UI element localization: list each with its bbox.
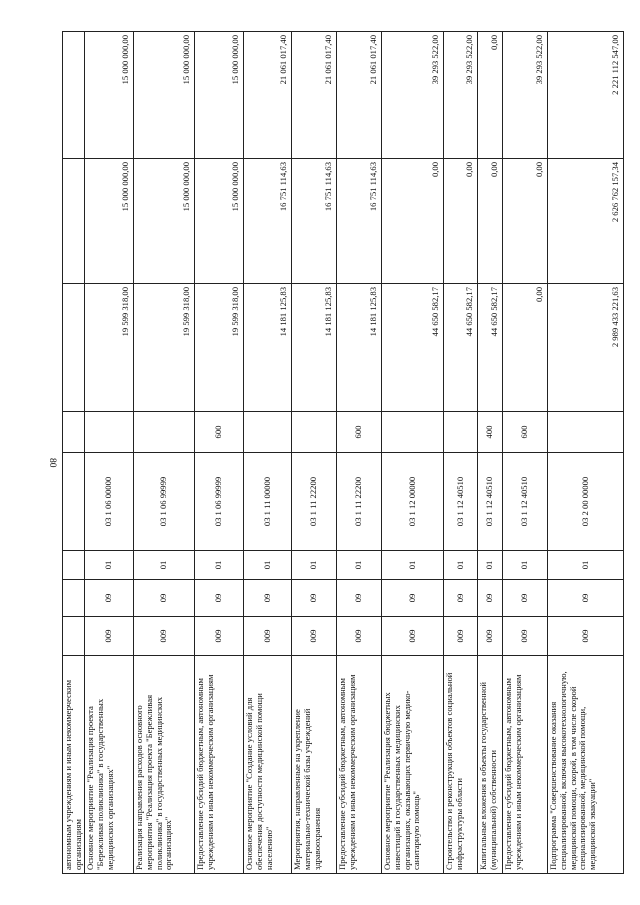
expense-type-cell: 600 [337,412,382,453]
amount-year3-cell: 39 293 522,00 [503,32,548,159]
row-name-cell: Предоставление субсидий бюджетным, автономным учреждениям и иным некоммерческим организациям [503,656,548,874]
target-article-cell: 03 1 11 00000 [244,453,292,551]
subsection-code-cell: 01 [548,551,624,580]
row-name-cell: Мероприятия, направленные на укрепление материально-технической базы учреждений здравоохранения [292,656,337,874]
expense-type-cell [444,412,478,453]
admin-code-cell: 009 [134,617,195,656]
amount-year2-cell: 15 000 000,00 [85,159,134,284]
amount-year2-cell: 16 751 114,63 [292,159,337,284]
amount-year1-cell: 19 599 318,00 [85,284,134,412]
table-row [244,32,292,874]
row-name-cell: Основное мероприятие "Реализация проекта "Бережливая поликлиника" в государственных медицинских организациях" [85,656,134,874]
page-number: 80 [46,458,57,468]
amount-year3-cell: 21 061 017,40 [292,32,337,159]
row-name-cell: Предоставление субсидий бюджетным, автономным учреждениям и иным некоммерческим организациям [195,656,244,874]
section-code-cell: 09 [134,580,195,617]
rotated-table-container [62,32,620,874]
subsection-code-cell: 01 [134,551,195,580]
amount-year2-cell: 16 751 114,63 [337,159,382,284]
amount-year1-cell: 0,00 [503,284,548,412]
row-name-cell: Предоставление субсидий бюджетным, автономным учреждениям и иным некоммерческим организациям [337,656,382,874]
row-name-cell: Строительство и реконструкция объектов социальной инфраструктуры области [444,656,478,874]
amount-year1-cell: 19 599 318,00 [134,284,195,412]
amount-year3-cell: 21 061 017,40 [337,32,382,159]
target-article-cell: 03 1 06 99999 [195,453,244,551]
table-row [134,32,195,874]
section-code-cell: 09 [444,580,478,617]
subsection-code-cell: 01 [195,551,244,580]
section-code-cell: 09 [478,580,503,617]
expense-type-cell [292,412,337,453]
amount-year2-cell: 15 000 000,00 [195,159,244,284]
admin-code-cell: 009 [444,617,478,656]
row-name-cell: Основное мероприятие "Реализация бюджетных инвестиций в государственных медицинских организациях, оказывающих первичную медико-санитарную помощь" [382,656,444,874]
target-article-cell: 03 1 06 00000 [85,453,134,551]
amount-year1-cell: 14 181 125,83 [244,284,292,412]
budget-table [62,31,624,874]
section-code-cell: 09 [195,580,244,617]
expense-type-cell [548,412,624,453]
section-code-cell: 09 [244,580,292,617]
amount-year2-cell: 0,00 [503,159,548,284]
amount-year1-cell: 14 181 125,83 [292,284,337,412]
subsection-code-cell: 01 [292,551,337,580]
expense-type-cell [244,412,292,453]
table-row [195,32,244,874]
amount-year2-cell: 0,00 [478,159,503,284]
table-row [503,32,548,874]
amount-year3-cell: 15 000 000,00 [85,32,134,159]
target-article-cell: 03 1 12 40510 [444,453,478,551]
amount-year2-cell [63,159,85,284]
expense-type-cell [382,412,444,453]
admin-code-cell: 009 [548,617,624,656]
target-article-cell: 03 1 12 00000 [382,453,444,551]
table-row [63,32,85,874]
subsection-code-cell: 01 [337,551,382,580]
amount-year1-cell: 44 650 582,17 [478,284,503,412]
table-row [444,32,478,874]
admin-code-cell: 009 [244,617,292,656]
expense-type-cell [63,412,85,453]
amount-year3-cell: 21 061 017,40 [244,32,292,159]
amount-year3-cell: 15 000 000,00 [195,32,244,159]
amount-year3-cell: 39 293 522,00 [444,32,478,159]
section-code-cell: 09 [382,580,444,617]
target-article-cell: 03 1 11 22200 [337,453,382,551]
admin-code-cell: 009 [382,617,444,656]
expense-type-cell: 600 [195,412,244,453]
amount-year1-cell [63,284,85,412]
amount-year2-cell: 0,00 [444,159,478,284]
amount-year3-cell [63,32,85,159]
target-article-cell: 03 2 00 00000 [548,453,624,551]
expense-type-cell [134,412,195,453]
row-name-cell: Основное мероприятие "Создание условий для обеспечения доступности медицинской помощи населению" [244,656,292,874]
table-row [292,32,337,874]
table-row [337,32,382,874]
table-row [382,32,444,874]
subsection-code-cell: 01 [478,551,503,580]
amount-year1-cell: 44 650 582,17 [382,284,444,412]
table-row [548,32,624,874]
amount-year2-cell: 16 751 114,63 [244,159,292,284]
row-name-cell: Подпрограмма "Совершенствование оказания специализированной, включая высокотехнологичную, медицинской помощи, скорой, в том числе скорой специализированной, медицинской помощи, медицинской эвакуации" [548,656,624,874]
subsection-code-cell: 01 [382,551,444,580]
section-code-cell: 09 [503,580,548,617]
section-code-cell: 09 [292,580,337,617]
subsection-code-cell: 01 [503,551,548,580]
amount-year1-cell: 44 650 582,17 [444,284,478,412]
amount-year1-cell: 2 989 433 221,63 [548,284,624,412]
admin-code-cell: 009 [478,617,503,656]
amount-year3-cell: 0,00 [478,32,503,159]
target-article-cell: 03 1 12 40510 [478,453,503,551]
row-name-cell: Капитальные вложения в объекты государственной (муниципальной) собственности [478,656,503,874]
admin-code-cell: 009 [292,617,337,656]
amount-year2-cell: 0,00 [382,159,444,284]
amount-year1-cell: 14 181 125,83 [337,284,382,412]
admin-code-cell [63,617,85,656]
subsection-code-cell [63,551,85,580]
admin-code-cell: 009 [503,617,548,656]
section-code-cell [63,580,85,617]
row-name-cell: автономным учреждениям и иным некоммерческим организациям [63,656,85,874]
amount-year3-cell: 2 221 112 547,00 [548,32,624,159]
admin-code-cell: 009 [337,617,382,656]
target-article-cell: 03 1 11 22200 [292,453,337,551]
subsection-code-cell: 01 [244,551,292,580]
table-row [478,32,503,874]
amount-year2-cell: 2 626 762 157,34 [548,159,624,284]
amount-year1-cell: 19 599 318,00 [195,284,244,412]
section-code-cell: 09 [337,580,382,617]
section-code-cell: 09 [548,580,624,617]
subsection-code-cell: 01 [444,551,478,580]
target-article-cell [63,453,85,551]
table-row [85,32,134,874]
amount-year3-cell: 15 000 000,00 [134,32,195,159]
expense-type-cell: 400 [478,412,503,453]
row-name-cell: Реализация направления расходов основного мероприятия "Реализация проекта "Бережливая поликлиника" в государственных медицинских организациях" [134,656,195,874]
expense-type-cell: 600 [503,412,548,453]
target-article-cell: 03 1 12 40510 [503,453,548,551]
expense-type-cell [85,412,134,453]
section-code-cell: 09 [85,580,134,617]
target-article-cell: 03 1 06 99999 [134,453,195,551]
amount-year3-cell: 39 293 522,00 [382,32,444,159]
subsection-code-cell: 01 [85,551,134,580]
admin-code-cell: 009 [85,617,134,656]
admin-code-cell: 009 [195,617,244,656]
amount-year2-cell: 15 000 000,00 [134,159,195,284]
